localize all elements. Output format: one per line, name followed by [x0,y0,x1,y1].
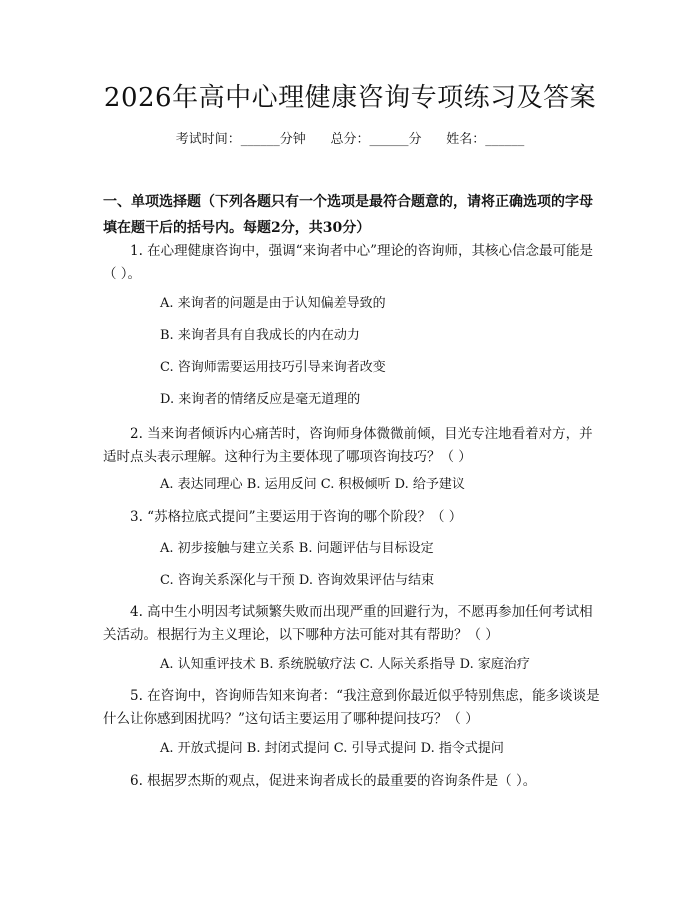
document-title: 2026年高中心理健康咨询专项练习及答案 [103,83,597,113]
question-5: 5. 在咨询中，咨询师告知来询者：“我注意到你最近似乎特别焦虑，能多谈谈是什么让你感到困扰吗？”这句话主要运用了哪种提问技巧？（ ） [103,688,600,727]
question-1-option-a: A. 来询者的问题是由于认知偏差导致的 [160,296,386,311]
question-5-options: A. 开放式提问 B. 封闭式提问 C. 引导式提问 D. 指令式提问 [160,741,504,756]
question-4: 4. 高中生小明因考试频繁失败而出现严重的回避行为，不愿再参加任何考试相关活动。根据行为主义理论，以下哪种方法可能对其有帮助？（ ） [103,604,593,643]
question-4-options: A. 认知重评技术 B. 系统脱敏疗法 C. 人际关系指导 D. 家庭治疗 [160,657,530,672]
section-heading: 一、单项选择题（下列各题只有一个选项是最符合题意的，请将正确选项的字母填在题干后的括号内。每题2分，共30分） [103,194,593,236]
question-1-option-b: B. 来询者具有自我成长的内在动力 [160,328,360,343]
exam-info-line: 考试时间：______分钟 总分：______分 姓名：______ [175,132,525,147]
question-2-options: A. 表达同理心 B. 运用反问 C. 积极倾听 D. 给予建议 [160,477,465,492]
question-1-option-c: C. 咨询师需要运用技巧引导来询者改变 [160,360,386,375]
question-3-options-ab: A. 初步接触与建立关系 B. 问题评估与目标设定 [160,541,434,556]
question-3-options-cd: C. 咨询关系深化与干预 D. 咨询效果评估与结束 [160,573,435,588]
question-2: 2. 当来询者倾诉内心痛苦时，咨询师身体微微前倾，目光专注地看着对方，并适时点头表示理解。这种行为主要体现了哪项咨询技巧？（ ） [103,426,593,465]
question-6: 6. 根据罗杰斯的观点，促进来询者成长的最重要的咨询条件是（ ）。 [130,773,537,789]
question-1: 1. 在心理健康咨询中，强调“来询者中心”理论的咨询师，其核心信念最可能是（ ）。 [103,243,593,282]
question-3: 3. “苏格拉底式提问”主要运用于咨询的哪个阶段？（ ） [130,509,463,525]
question-1-option-d: D. 来询者的情绪反应是毫无道理的 [160,392,361,407]
